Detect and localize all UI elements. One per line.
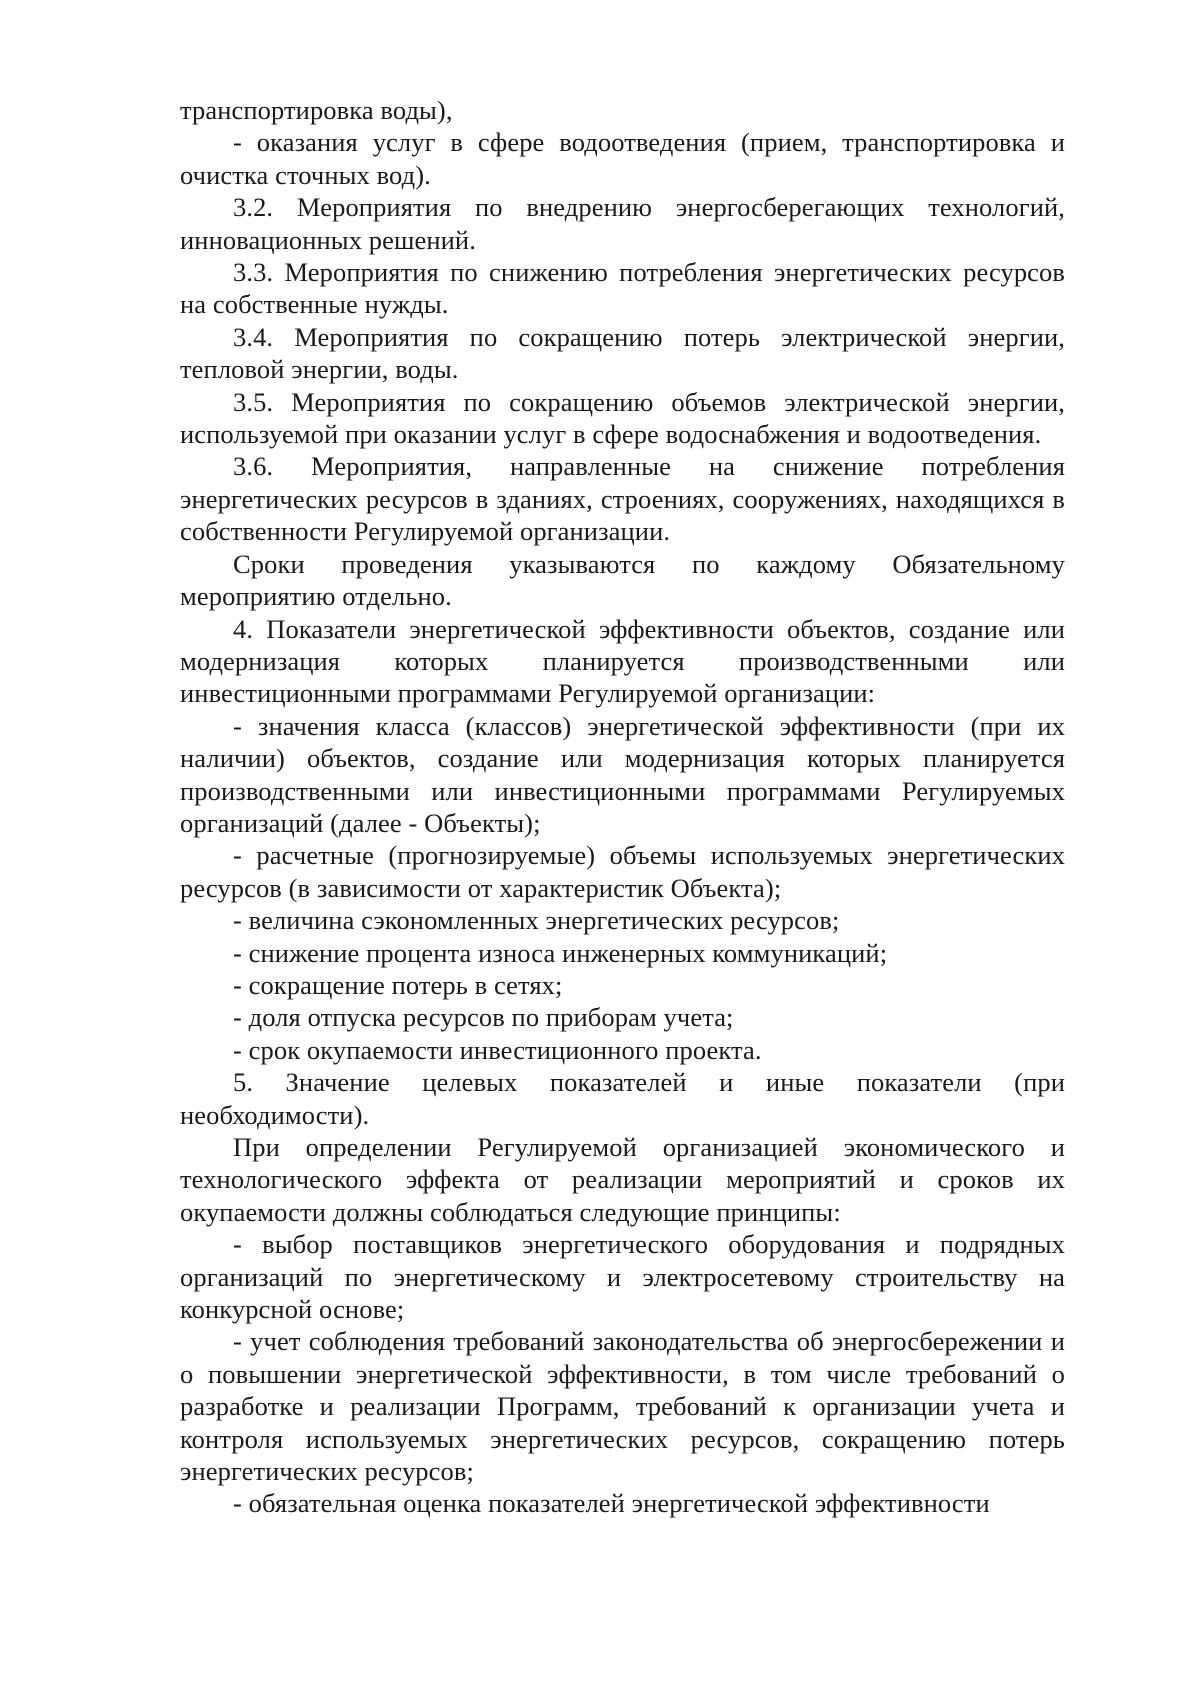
paragraph-9: - значения класса (классов) энергетической эффективности (при их наличии) объектов, создание или модернизация которых планируется производственными или инвестиционными программами Регулируемых организаций (далее - Объекты); — [180, 710, 1065, 838]
paragraph-0: транспортировка воды), — [180, 95, 453, 125]
paragraph-6: 3.6. Мероприятия, направленные на снижение потребления энергетических ресурсов в зданиях, строениях, сооружениях, находящихся в собственности Регулируемой организации. — [180, 451, 1065, 547]
paragraph-3: 3.3. Мероприятия по снижению потребления энергетических ресурсов на собственные нужды. — [180, 257, 1065, 320]
paragraph-10: - расчетные (прогнозируемые) объемы используемых энергетических ресурсов (в зависимости от характеристик Объекта); — [180, 840, 1065, 903]
paragraph-1: - оказания услуг в сфере водоотведения (прием, транспортировка и очистка сточных вод). — [180, 127, 1065, 190]
paragraph-15: - срок окупаемости инвестиционного проекта. — [233, 1034, 762, 1065]
paragraph-18: - выбор поставщиков энергетического оборудования и подрядных организаций по энергетическому и электросетевому строительству на конкурсной основе; — [180, 1229, 1065, 1325]
paragraph-13: - сокращение потерь в сетях; — [233, 969, 563, 1000]
paragraph-4: 3.4. Мероприятия по сокращению потерь электрической энергии, тепловой энергии, воды. — [180, 321, 1065, 385]
paragraph-14: - доля отпуска ресурсов по приборам учета; — [233, 1002, 734, 1033]
paragraph-19: - учет соблюдения требований законодательства об энергосбережении и о повышении энергетической эффективности, в том числе требований о разработке и реализации Программ, требований к организации учета и контроля используемых энергетических ресурсов, сокращению потерь энергетических ресурсов; — [180, 1326, 1065, 1487]
paragraph-11: - величина сэкономленных энергетических ресурсов; — [233, 905, 840, 936]
paragraph-16: 5. Значение целевых показателей и иные показатели (при необходимости). — [180, 1067, 1065, 1130]
paragraph-12: - снижение процента износа инженерных коммуникаций; — [233, 937, 888, 968]
paragraph-7: Сроки проведения указываются по каждому Обязательному мероприятию отдельно. — [180, 548, 1065, 612]
paragraph-8: 4. Показатели энергетической эффективности объектов, создание или модернизация которых планируется производственными или инвестиционными программами Регулируемой организации: — [180, 613, 1065, 709]
paragraph-5: 3.5. Мероприятия по сокращению объемов электрической энергии, используемой при оказании услуг в сфере водоснабжения и водоотведения. — [180, 386, 1065, 450]
paragraph-17: При определении Регулируемой организацией экономического и технологического эффекта от реализации мероприятий и сроков их окупаемости должны соблюдаться следующие принципы: — [180, 1132, 1065, 1227]
paragraph-2: 3.2. Мероприятия по внедрению энергосберегающих технологий, инновационных решений. — [180, 192, 1065, 255]
document-body — [180, 94, 1065, 1520]
paragraph-20: - обязательная оценка показателей энергетической эффективности — [233, 1488, 990, 1519]
